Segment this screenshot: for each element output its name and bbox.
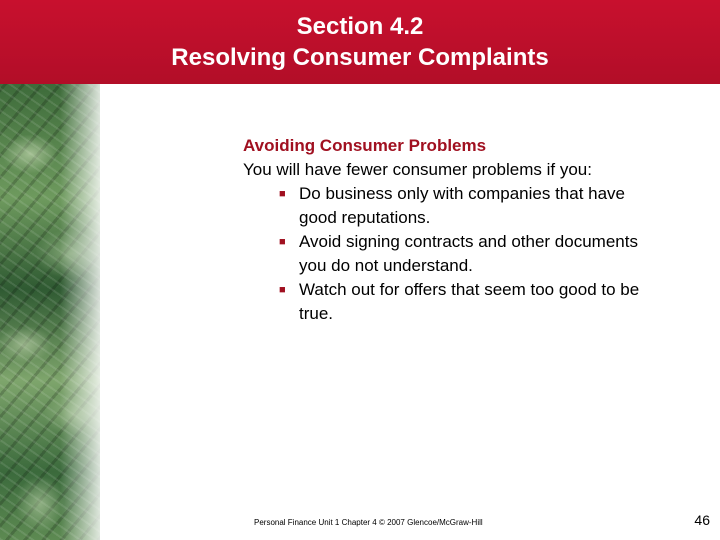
bullet-text: Avoid signing contracts and other documents you do not understand. xyxy=(299,232,638,275)
bullet-text: Watch out for offers that seem too good to be true. xyxy=(299,280,640,323)
section-title: Section 4.2 xyxy=(296,13,424,40)
money-background-fade xyxy=(60,84,120,540)
bullet-text: Do business only with companies that have good reputations. xyxy=(299,184,626,227)
square-bullet-icon: ■ xyxy=(279,236,286,248)
bullet-list xyxy=(243,182,683,326)
page-number: 46 xyxy=(694,512,710,528)
square-bullet-icon: ■ xyxy=(279,284,286,296)
bullet-item xyxy=(243,278,659,326)
content-heading: Avoiding Consumer Problems xyxy=(243,136,487,155)
slide-title: Resolving Consumer Complaints xyxy=(171,44,549,71)
content-intro: You will have fewer consumer problems if you: xyxy=(243,160,592,179)
bullet-item xyxy=(243,230,659,278)
bullet-item xyxy=(243,182,659,230)
title-bar xyxy=(0,0,720,84)
footer-text: Personal Finance Unit 1 Chapter 4 © 2007 Glencoe/McGraw-Hill xyxy=(254,518,483,527)
square-bullet-icon: ■ xyxy=(279,188,286,200)
slide-content xyxy=(243,134,683,326)
